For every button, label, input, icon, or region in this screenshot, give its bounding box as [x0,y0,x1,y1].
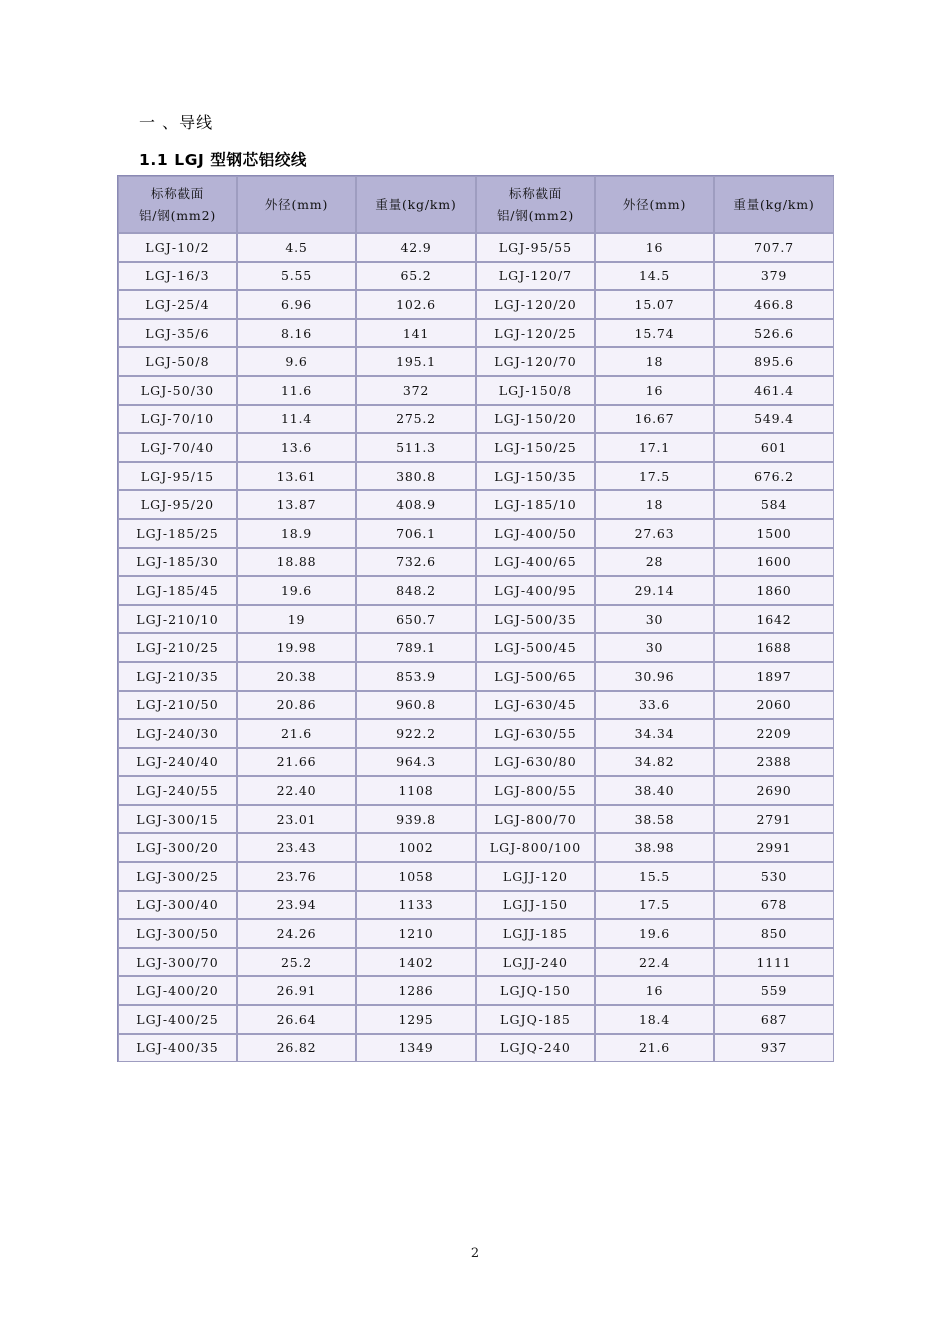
cell-conductor-type: LGJ-400/25 [118,1005,237,1034]
cell-weight: 678 [714,891,834,920]
cell-outer-diameter: 18 [595,347,714,376]
page-number: 2 [470,1246,480,1261]
cell-outer-diameter: 34.34 [595,719,714,748]
cell-conductor-type: LGJ-120/7 [476,262,595,291]
table-row [118,605,834,634]
cell-outer-diameter: 19.6 [595,919,714,948]
cell-weight: 706.1 [356,519,476,548]
cell-weight: 42.9 [356,233,476,262]
cell-outer-diameter: 17.1 [595,433,714,462]
cell-weight: 511.3 [356,433,476,462]
cell-conductor-type: LGJQ-150 [476,976,595,1005]
cell-outer-diameter: 23.43 [237,833,356,862]
cell-outer-diameter: 30 [595,605,714,634]
cell-outer-diameter: 5.55 [237,262,356,291]
cell-outer-diameter: 11.6 [237,376,356,405]
cell-outer-diameter: 6.96 [237,290,356,319]
table-row [118,1005,834,1034]
table-row [118,776,834,805]
cell-conductor-type: LGJ-630/55 [476,719,595,748]
cell-weight: 549.4 [714,405,834,434]
cell-conductor-type: LGJJ-150 [476,891,595,920]
cell-outer-diameter: 26.82 [237,1034,356,1063]
cell-weight: 922.2 [356,719,476,748]
cell-outer-diameter: 25.2 [237,948,356,977]
column-header-line1: 重量(kg/km) [375,196,457,212]
table-row [118,347,834,376]
cell-outer-diameter: 26.64 [237,1005,356,1034]
cell-outer-diameter: 23.94 [237,891,356,920]
cell-conductor-type: LGJ-150/25 [476,433,595,462]
cell-conductor-type: LGJ-210/35 [118,662,237,691]
table-row [118,433,834,462]
cell-outer-diameter: 16 [595,376,714,405]
cell-weight: 676.2 [714,462,834,491]
table-row [118,490,834,519]
cell-outer-diameter: 38.98 [595,833,714,862]
cell-conductor-type: LGJJ-120 [476,862,595,891]
table-row [118,862,834,891]
cell-weight: 380.8 [356,462,476,491]
cell-weight: 1108 [356,776,476,805]
cell-conductor-type: LGJ-185/10 [476,490,595,519]
cell-conductor-type: LGJ-300/15 [118,805,237,834]
table-row [118,633,834,662]
cell-outer-diameter: 38.40 [595,776,714,805]
cell-conductor-type: LGJ-70/40 [118,433,237,462]
cell-outer-diameter: 18.88 [237,548,356,577]
column-header-line2: 铝/钢(mm2) [138,207,217,223]
cell-weight: 687 [714,1005,834,1034]
cell-weight: 2991 [714,833,834,862]
cell-outer-diameter: 22.40 [237,776,356,805]
cell-weight: 1402 [356,948,476,977]
cell-weight: 1860 [714,576,834,605]
cell-weight: 1688 [714,633,834,662]
cell-outer-diameter: 34.82 [595,748,714,777]
cell-conductor-type: LGJQ-240 [476,1034,595,1063]
column-header-line1: 重量(kg/km) [733,196,815,212]
cell-conductor-type: LGJ-35/6 [118,319,237,348]
cell-weight: 960.8 [356,691,476,720]
cell-weight: 853.9 [356,662,476,691]
cell-outer-diameter: 16.67 [595,405,714,434]
cell-conductor-type: LGJ-300/20 [118,833,237,862]
cell-conductor-type: LGJ-300/50 [118,919,237,948]
conductor-spec-table [117,175,834,1062]
cell-conductor-type: LGJ-120/20 [476,290,595,319]
cell-outer-diameter: 20.38 [237,662,356,691]
cell-weight: 1002 [356,833,476,862]
cell-outer-diameter: 23.76 [237,862,356,891]
cell-outer-diameter: 15.07 [595,290,714,319]
cell-conductor-type: LGJ-500/35 [476,605,595,634]
cell-weight: 850 [714,919,834,948]
column-header-line1: 标称截面 [150,185,205,201]
cell-outer-diameter: 9.6 [237,347,356,376]
cell-outer-diameter: 30.96 [595,662,714,691]
cell-conductor-type: LGJ-400/35 [118,1034,237,1063]
cell-outer-diameter: 14.5 [595,262,714,291]
cell-conductor-type: LGJ-150/8 [476,376,595,405]
cell-weight: 559 [714,976,834,1005]
cell-outer-diameter: 16 [595,233,714,262]
cell-weight: 1286 [356,976,476,1005]
cell-weight: 65.2 [356,262,476,291]
cell-conductor-type: LGJ-800/55 [476,776,595,805]
cell-weight: 530 [714,862,834,891]
cell-weight: 1600 [714,548,834,577]
table-row [118,719,834,748]
cell-conductor-type: LGJJ-240 [476,948,595,977]
column-header-2 [356,176,476,233]
subsection-title: 1.1 LGJ 型钢芯铝绞线 [139,151,308,169]
table-row [118,290,834,319]
table-row [118,376,834,405]
table-row [118,262,834,291]
cell-conductor-type: LGJ-150/20 [476,405,595,434]
cell-outer-diameter: 28 [595,548,714,577]
cell-weight: 2690 [714,776,834,805]
table-row [118,805,834,834]
cell-weight: 141 [356,319,476,348]
cell-weight: 1133 [356,891,476,920]
cell-conductor-type: LGJ-630/45 [476,691,595,720]
column-header-line1: 标称截面 [508,185,563,201]
cell-outer-diameter: 15.5 [595,862,714,891]
cell-outer-diameter: 29.14 [595,576,714,605]
spec-table-wrapper [117,175,833,1062]
column-header-line2: 铝/钢(mm2) [496,207,575,223]
cell-weight: 964.3 [356,748,476,777]
cell-conductor-type: LGJ-50/30 [118,376,237,405]
cell-conductor-type: LGJ-95/20 [118,490,237,519]
cell-outer-diameter: 24.26 [237,919,356,948]
table-row [118,948,834,977]
cell-conductor-type: LGJ-25/4 [118,290,237,319]
cell-weight: 379 [714,262,834,291]
cell-conductor-type: LGJ-800/100 [476,833,595,862]
cell-outer-diameter: 38.58 [595,805,714,834]
cell-conductor-type: LGJ-300/25 [118,862,237,891]
cell-conductor-type: LGJ-16/3 [118,262,237,291]
cell-conductor-type: LGJ-400/95 [476,576,595,605]
cell-conductor-type: LGJ-70/10 [118,405,237,434]
cell-outer-diameter: 16 [595,976,714,1005]
cell-weight: 650.7 [356,605,476,634]
table-row [118,519,834,548]
cell-conductor-type: LGJQ-185 [476,1005,595,1034]
table-row [118,833,834,862]
cell-outer-diameter: 27.63 [595,519,714,548]
cell-weight: 1210 [356,919,476,948]
cell-conductor-type: LGJ-185/45 [118,576,237,605]
cell-conductor-type: LGJ-10/2 [118,233,237,262]
column-header-0 [118,176,237,233]
cell-weight: 466.8 [714,290,834,319]
cell-conductor-type: LGJ-210/10 [118,605,237,634]
cell-outer-diameter: 30 [595,633,714,662]
cell-weight: 2209 [714,719,834,748]
cell-conductor-type: LGJ-95/15 [118,462,237,491]
cell-weight: 526.6 [714,319,834,348]
cell-weight: 707.7 [714,233,834,262]
cell-outer-diameter: 18.9 [237,519,356,548]
cell-conductor-type: LGJ-240/40 [118,748,237,777]
cell-weight: 939.8 [356,805,476,834]
cell-weight: 732.6 [356,548,476,577]
cell-weight: 1058 [356,862,476,891]
cell-conductor-type: LGJ-120/25 [476,319,595,348]
cell-conductor-type: LGJ-210/25 [118,633,237,662]
cell-outer-diameter: 21.6 [237,719,356,748]
table-row [118,919,834,948]
cell-outer-diameter: 15.74 [595,319,714,348]
cell-weight: 195.1 [356,347,476,376]
cell-outer-diameter: 11.4 [237,405,356,434]
cell-outer-diameter: 18.4 [595,1005,714,1034]
table-row [118,976,834,1005]
table-body [118,233,834,1062]
cell-weight: 1349 [356,1034,476,1063]
cell-conductor-type: LGJJ-185 [476,919,595,948]
cell-outer-diameter: 22.4 [595,948,714,977]
cell-conductor-type: LGJ-210/50 [118,691,237,720]
cell-conductor-type: LGJ-240/55 [118,776,237,805]
cell-weight: 275.2 [356,405,476,434]
cell-outer-diameter: 13.6 [237,433,356,462]
column-header-5 [714,176,834,233]
cell-weight: 848.2 [356,576,476,605]
cell-conductor-type: LGJ-400/50 [476,519,595,548]
column-header-3 [476,176,595,233]
cell-outer-diameter: 21.66 [237,748,356,777]
cell-conductor-type: LGJ-300/40 [118,891,237,920]
cell-weight: 372 [356,376,476,405]
cell-conductor-type: LGJ-185/30 [118,548,237,577]
cell-conductor-type: LGJ-95/55 [476,233,595,262]
table-row [118,691,834,720]
page-title: 一 、导线 [139,113,214,132]
cell-outer-diameter: 17.5 [595,462,714,491]
cell-outer-diameter: 18 [595,490,714,519]
cell-outer-diameter: 23.01 [237,805,356,834]
cell-outer-diameter: 19 [237,605,356,634]
table-row [118,576,834,605]
cell-conductor-type: LGJ-630/80 [476,748,595,777]
cell-outer-diameter: 26.91 [237,976,356,1005]
cell-weight: 1111 [714,948,834,977]
cell-conductor-type: LGJ-400/65 [476,548,595,577]
cell-outer-diameter: 20.86 [237,691,356,720]
column-header-1 [237,176,356,233]
cell-outer-diameter: 17.5 [595,891,714,920]
cell-conductor-type: LGJ-400/20 [118,976,237,1005]
cell-outer-diameter: 4.5 [237,233,356,262]
cell-conductor-type: LGJ-185/25 [118,519,237,548]
table-row [118,233,834,262]
table-row [118,462,834,491]
cell-outer-diameter: 19.6 [237,576,356,605]
cell-weight: 789.1 [356,633,476,662]
cell-weight: 895.6 [714,347,834,376]
table-row [118,662,834,691]
cell-outer-diameter: 33.6 [595,691,714,720]
cell-weight: 2791 [714,805,834,834]
cell-conductor-type: LGJ-150/35 [476,462,595,491]
cell-outer-diameter: 13.61 [237,462,356,491]
column-header-4 [595,176,714,233]
cell-weight: 937 [714,1034,834,1063]
table-row [118,548,834,577]
cell-weight: 1295 [356,1005,476,1034]
cell-outer-diameter: 8.16 [237,319,356,348]
cell-weight: 2060 [714,691,834,720]
cell-weight: 1642 [714,605,834,634]
cell-conductor-type: LGJ-800/70 [476,805,595,834]
column-header-line1: 外径(mm) [264,196,329,212]
cell-weight: 584 [714,490,834,519]
cell-weight: 1897 [714,662,834,691]
table-header-row [118,176,834,233]
cell-outer-diameter: 19.98 [237,633,356,662]
cell-weight: 601 [714,433,834,462]
cell-weight: 1500 [714,519,834,548]
cell-weight: 102.6 [356,290,476,319]
cell-conductor-type: LGJ-500/65 [476,662,595,691]
cell-outer-diameter: 21.6 [595,1034,714,1063]
cell-conductor-type: LGJ-300/70 [118,948,237,977]
cell-weight: 2388 [714,748,834,777]
column-header-line1: 外径(mm) [622,196,687,212]
table-row [118,405,834,434]
cell-conductor-type: LGJ-240/30 [118,719,237,748]
table-row [118,1034,834,1063]
table-row [118,748,834,777]
table-row [118,891,834,920]
cell-conductor-type: LGJ-50/8 [118,347,237,376]
cell-conductor-type: LGJ-120/70 [476,347,595,376]
table-row [118,319,834,348]
cell-outer-diameter: 13.87 [237,490,356,519]
table-header [118,176,834,233]
cell-weight: 461.4 [714,376,834,405]
cell-weight: 408.9 [356,490,476,519]
cell-conductor-type: LGJ-500/45 [476,633,595,662]
